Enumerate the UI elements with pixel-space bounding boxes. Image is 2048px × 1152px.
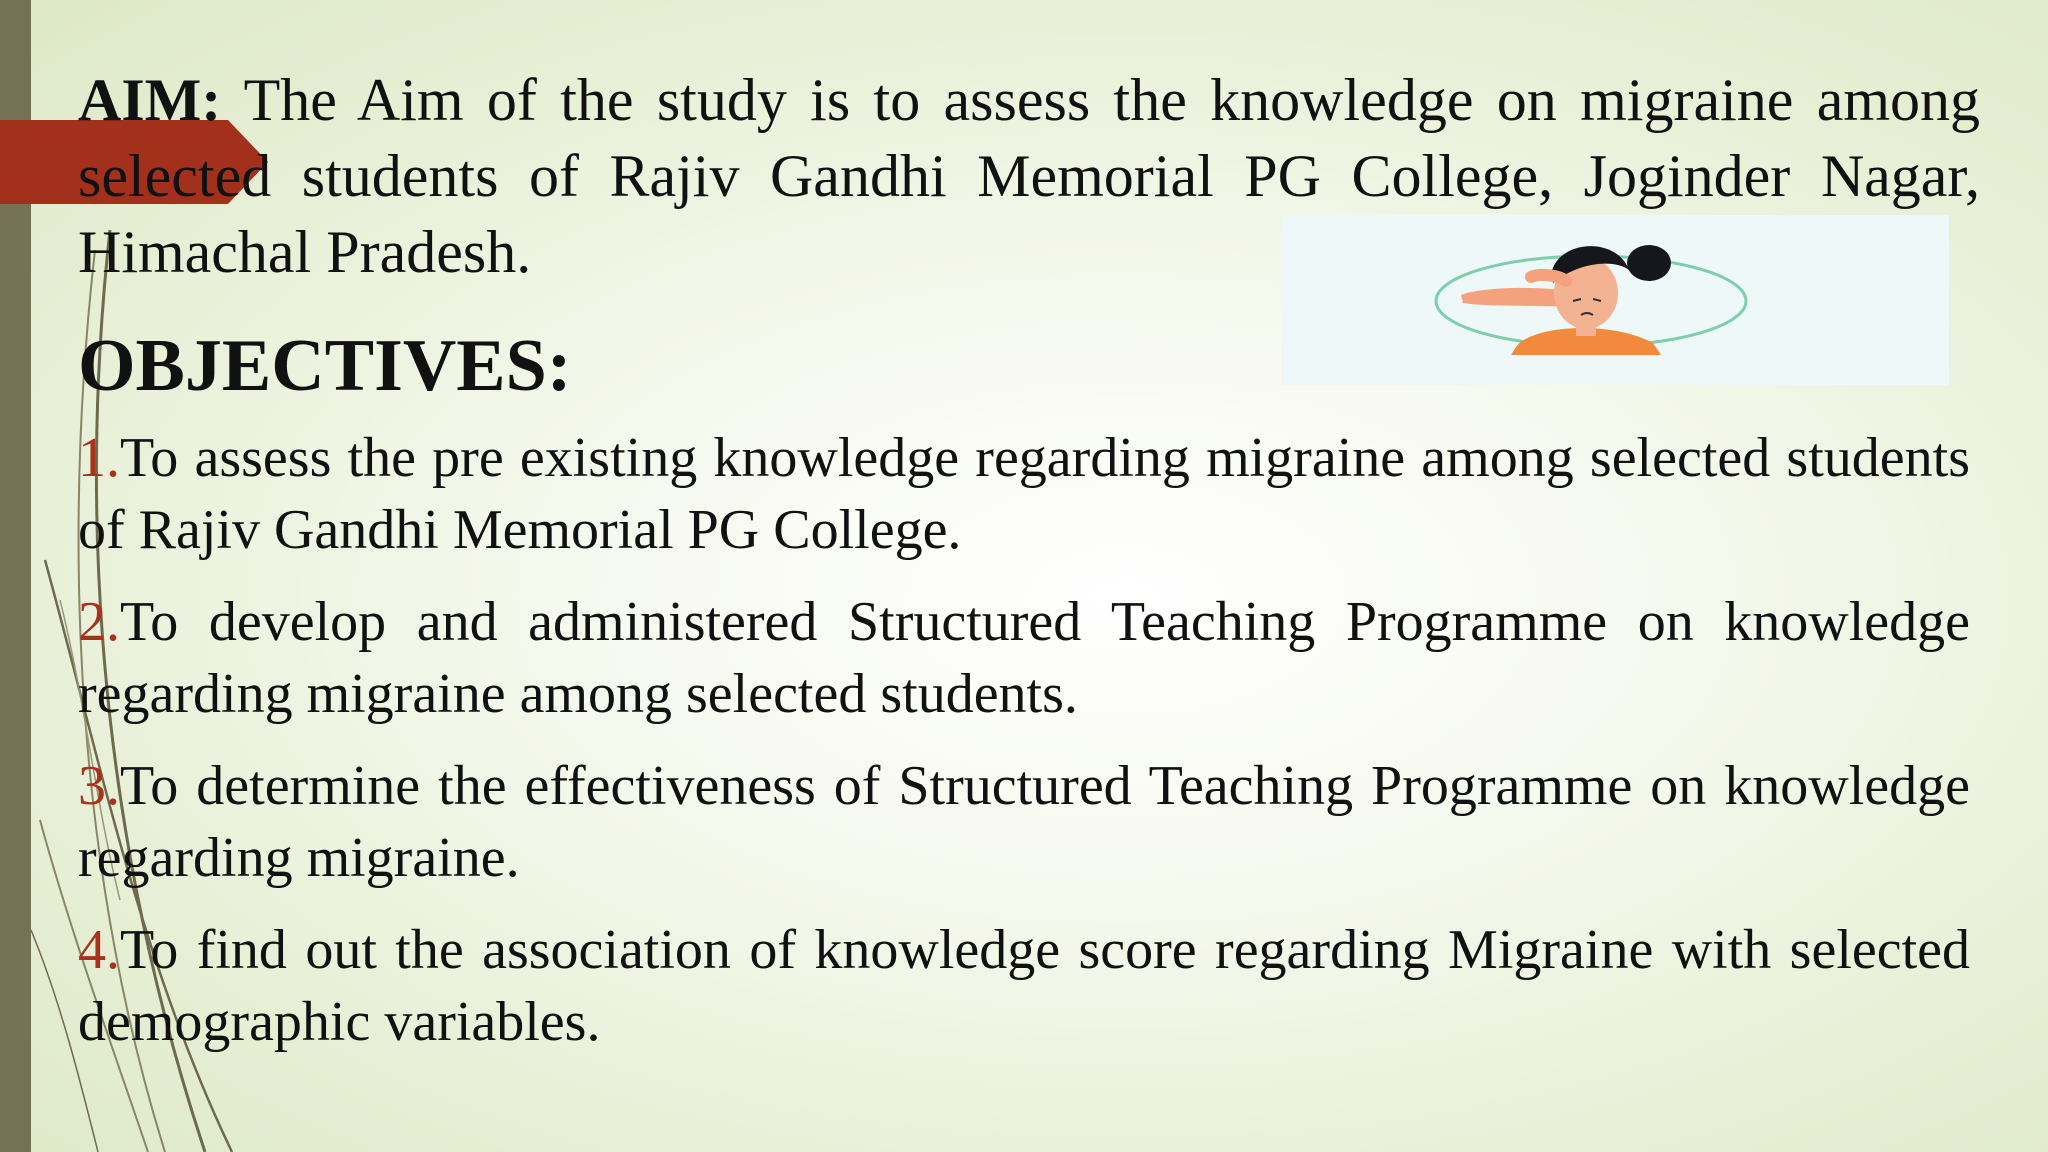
objective-number: 3. — [78, 755, 120, 817]
aim-text: The Aim of the study is to assess the knowledge on migraine among selected students of Rajiv Gandhi Memorial PG College, Joginder Nagar, Himachal Pradesh. — [78, 67, 1981, 285]
objective-item — [78, 914, 1970, 1058]
person-with-headache-icon — [1281, 215, 1949, 385]
objective-number: 2. — [78, 591, 120, 653]
objective-number: 1. — [78, 427, 120, 489]
objective-text: To determine the effectiveness of Structured Teaching Programme on knowledge regarding migraine. — [78, 755, 1970, 889]
objectives-list — [78, 422, 1970, 1058]
objective-item — [78, 750, 1970, 894]
objective-item — [78, 422, 1970, 566]
aim-label: AIM: — [78, 67, 222, 133]
objective-text: To develop and administered Structured Teaching Programme on knowledge regarding migraine among selected students. — [78, 591, 1970, 725]
objective-number: 4. — [78, 919, 120, 981]
objectives-title: OBJECTIVES: — [78, 325, 572, 407]
objective-text: To find out the association of knowledge score regarding Migraine with selected demographic variables. — [78, 919, 1970, 1053]
objective-item — [78, 586, 1970, 730]
objective-text: To assess the pre existing knowledge regarding migraine among selected students of Rajiv Gandhi Memorial PG College. — [78, 427, 1970, 561]
headache-illustration — [1281, 215, 1949, 385]
